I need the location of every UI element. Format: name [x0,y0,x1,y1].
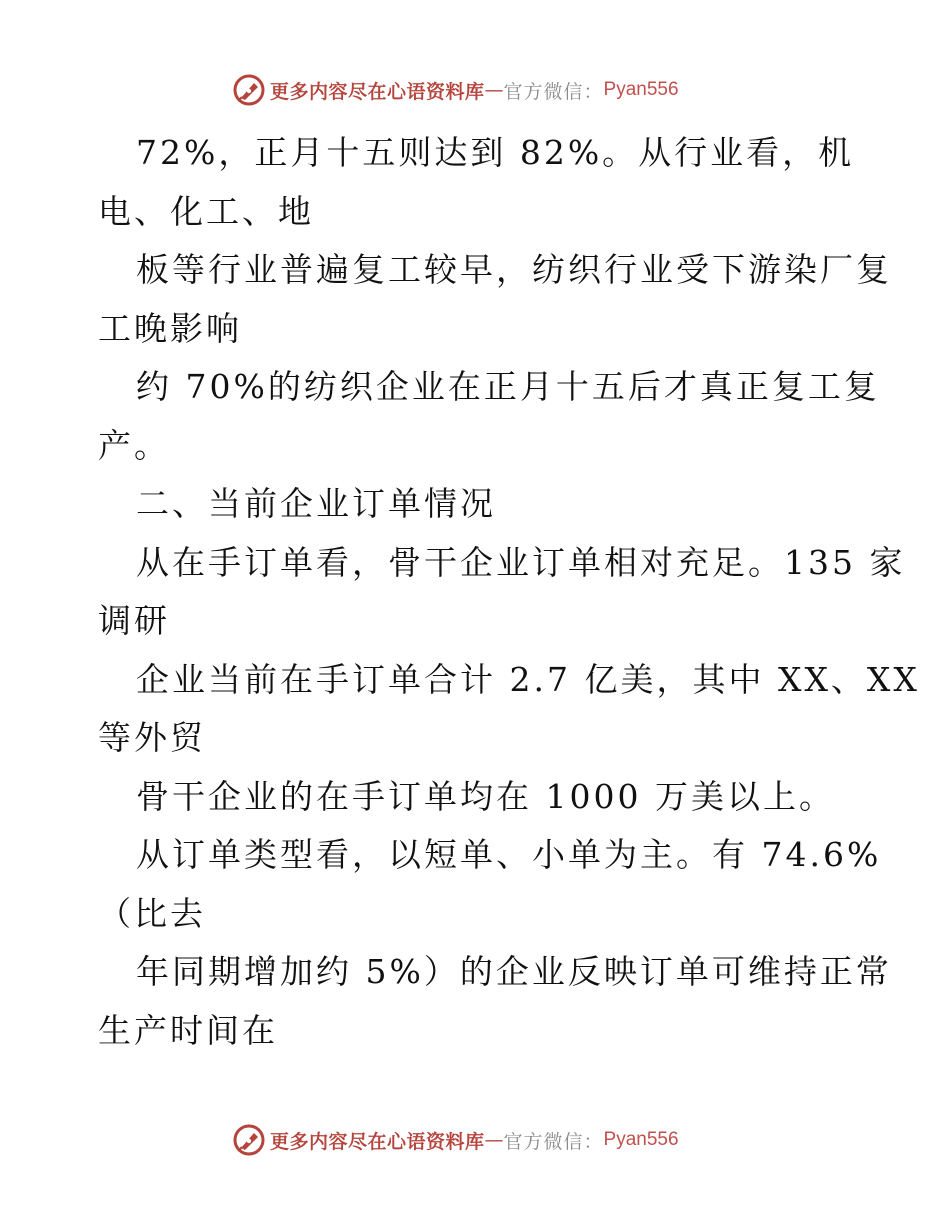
watermark-contact: 官方微信： [503,80,604,103]
watermark-header [232,70,752,110]
paragraph-continuation: 调研 [98,601,170,640]
paragraph-continuation: （比去 [98,893,206,933]
paragraph-line: 企业当前在手订单合计 2.7 亿美，其中 XX、XX [136,659,920,699]
paragraph-continuation: 产。 [98,425,170,465]
paragraph-continuation: 工晚影响 [98,308,242,348]
watermark-contact: 官方微信： [503,1130,604,1153]
paragraph-line: 约 70%的纺织企业在正月十五后才真正复工复 [136,367,880,406]
watermark-brand: 更多内容尽在心语资料库 [270,1130,485,1153]
paragraph-continuation: 生产时间在 [98,1010,278,1050]
paragraph-line: 年同期增加约 5%）的企业反映订单可维持正常 [136,952,892,991]
paragraph-continuation: 等外贸 [98,718,206,757]
watermark-separator: — [484,79,504,101]
section-heading: 二、当前企业订单情况 [136,484,496,523]
watermark-id: Pyan556 [603,1129,679,1150]
paragraph-line: 72%，正月十五则达到 82%。从行业看，机 [136,133,855,172]
paragraph-line: 从订单类型看，以短单、小单为主。有 74.6% [136,835,882,874]
pen-nib-seal-icon [232,1123,266,1157]
watermark-id: Pyan556 [603,79,679,100]
paragraph-continuation: 电、化工、地 [98,191,314,231]
watermark-footer [232,1120,752,1160]
pen-nib-seal-icon [232,73,266,107]
paragraph-line: 从在手订单看，骨干企业订单相对充足。135 家 [136,542,906,582]
watermark-separator: — [484,1129,504,1151]
watermark-brand: 更多内容尽在心语资料库 [270,80,485,103]
document-body [98,124,920,1060]
paragraph-line: 板等行业普遍复工较早，纺织行业受下游染厂复 [136,250,892,289]
paragraph-line: 骨干企业的在手订单均在 1000 万美以上。 [136,776,835,816]
